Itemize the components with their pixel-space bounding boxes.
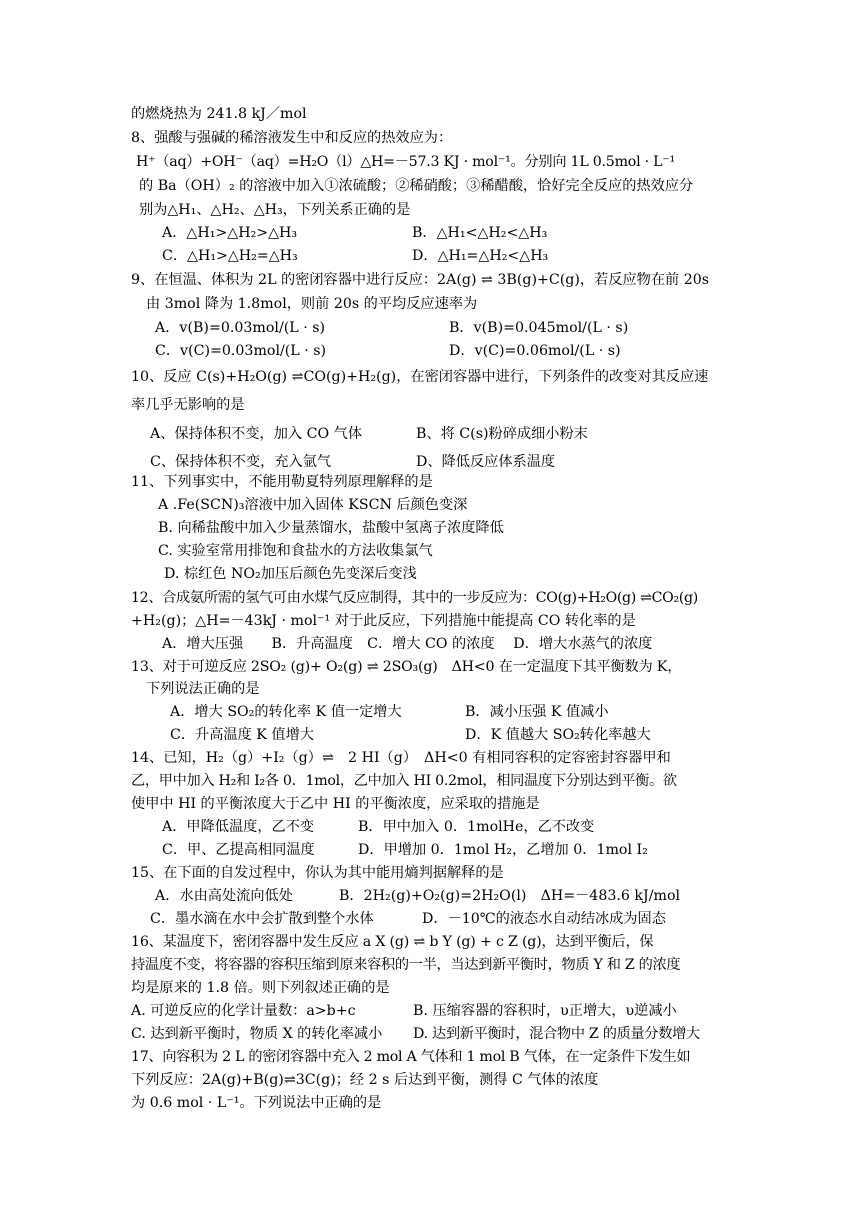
q10-option-c: C、保持体积不变，充入氩气 [150,454,332,470]
question-9-stem: 9、在恒温、体积为 2L 的密闭容器中进行反应：2A(g) ⇌ 3B(g)+C(g)，若反应物在前 20s [131,272,710,288]
q14-option-d: D．甲增加 0．1mol H₂，乙增加 0．1mol I₂ [358,842,648,858]
q13-option-b: B．减小压强 K 值减小 [465,704,609,720]
text-line: +H₂(g)；△H=－43kJ · mol⁻¹ 对于此反应，下列措施中能提高 CO 转化率的是 [131,613,636,629]
text-line: 下列反应：2A(g)+B(g)⇌3C(g)；经 2 s 后达到平衡，测得 C 气体的浓度 [131,1072,599,1088]
q8-option-c: C．△H₁>△H₂=△H₃ [162,248,298,264]
q14-option-c: C．甲、乙提高相同温度 [162,842,315,858]
q11-option-a: A .Fe(SCN)₃溶液中加入固体 KSCN 后颜色变深 [158,497,468,513]
q12-options: A．增大压强 B．升高温度 C．增大 CO 的浓度 D．增大水蒸气的浓度 [162,636,653,652]
question-16-stem: 16、某温度下，密闭容器中发生反应 a X (g) ⇌ b Y (g) + c Z (g)，达到平衡后，保 [131,934,654,950]
text-line: 使甲中 HI 的平衡浓度大于乙中 HI 的平衡浓度，应采取的措施是 [131,796,540,812]
q15-option-d: D．－10℃的液态水自动结冰成为固态 [422,911,666,927]
q16-option-a: A. 可逆反应的化学计量数：a>b+c [131,1003,356,1019]
q8-option-d: D．△H₁=△H₂<△H₃ [412,248,549,264]
q10-option-d: D、降低反应体系温度 [416,454,556,470]
text-line: 的燃烧热为 241.8 kJ／mol [131,106,307,122]
question-12-stem: 12、合成氨所需的氢气可由水煤气反应制得，其中的一步反应为：CO(g)+H₂O(g) ⇌CO₂(g) [131,590,698,606]
q10-option-a: A、保持体积不变，加入 CO 气体 [150,426,363,442]
question-11-stem: 11、下列事实中，不能用勒夏特列原理解释的是 [131,474,433,490]
text-line: 为 0.6 mol · L⁻¹。下列说法中正确的是 [131,1095,382,1111]
text-line: 由 3mol 降为 1.8mol，则前 20s 的平均反应速率为 [146,296,478,312]
q11-option-d: D. 棕红色 NO₂加压后颜色先变深后变浅 [164,566,417,582]
q15-option-c: C．墨水滴在水中会扩散到整个水体 [150,911,374,927]
text-line: 均是原来的 1.8 倍。则下列叙述正确的是 [131,980,390,996]
q13-option-a: A．增大 SO₂的转化率 K 值一定增大 [170,704,402,720]
question-8-stem: 8、强酸与强碱的稀溶液发生中和反应的热效应为： [131,130,453,146]
q11-option-b: B. 向稀盐酸中加入少量蒸馏水，盐酸中氢离子浓度降低 [158,520,504,536]
q15-option-a: A．水由高处流向低处 [155,888,293,904]
q13-option-c: C．升高温度 K 值增大 [170,727,314,743]
q11-option-c: C. 实验室常用排饱和食盐水的方法收集氯气 [158,543,433,559]
q9-option-b: B．v(B)=0.045mol/(L · s) [449,320,629,336]
q16-option-b: B. 压缩容器的容积时，υ正增大，υ逆减小 [413,1003,677,1019]
question-14-stem: 14、已知，H₂（g）+I₂（g）⇌ 2 HI（g） ΔH<0 有相同容积的定容密封容器甲和 [131,750,671,766]
q15-option-b: B．2H₂(g)+O₂(g)=2H₂O(l) ΔH=－483.6 kJ/mol [339,888,681,904]
question-10-stem: 10、反应 C(s)+H₂O(g) ⇌CO(g)+H₂(g)，在密闭容器中进行，下列条件的改变对其反应速 [131,369,709,385]
q8-option-a: A．△H₁>△H₂>△H₃ [162,225,298,241]
q9-option-c: C．v(C)=0.03mol/(L · s) [155,343,327,359]
q10-option-b: B、将 C(s)粉碎成细小粉末 [416,426,588,442]
q16-option-c: C. 达到新平衡时，物质 X 的转化率减小 [131,1026,383,1042]
text-line: 的 Ba（OH）₂ 的溶液中加入①浓硫酸；②稀硝酸；③稀醋酸，恰好完全反应的热效应分 [139,178,694,194]
question-17-stem: 17、向容积为 2 L 的密闭容器中充入 2 mol A 气体和 1 mol B 气体，在一定条件下发生如 [131,1049,691,1065]
question-15-stem: 15、在下面的自发过程中，你认为其中能用熵判据解释的是 [131,865,504,881]
q8-option-b: B．△H₁<△H₂<△H₃ [412,225,548,241]
text-line: 下列说法正确的是 [146,681,260,697]
question-13-stem: 13、对于可逆反应 2SO₂ (g)+ O₂(g) ⇌ 2SO₃(g) ΔH<0 在一定温度下其平衡数为 K， [131,659,682,675]
q9-option-a: A．v(B)=0.03mol/(L · s) [155,320,326,336]
text-line: 别为△H₁、△H₂、△H₃，下列关系正确的是 [139,202,411,218]
q13-option-d: D．K 值越大 SO₂转化率越大 [465,727,651,743]
q14-option-a: A．甲降低温度，乙不变 [162,819,315,835]
q16-option-d: D. 达到新平衡时，混合物中 Z 的质量分数增大 [413,1026,700,1042]
text-line: 乙，甲中加入 H₂和 I₂各 0．1mol，乙中加入 HI 0.2mol，相同温度下分别达到平衡。欲 [131,773,677,789]
q14-option-b: B．甲中加入 0．1molHe，乙不改变 [358,819,595,835]
text-line: H⁺（aq）+OH⁻（aq）=H₂O（l）△H=－57.3 KJ · mol⁻¹。分别向 1L 0.5mol · L⁻¹ [136,154,675,170]
text-line: 持温度不变，将容器的容积压缩到原来容积的一半，当达到新平衡时，物质 Y 和 Z 的浓度 [131,957,681,973]
q9-option-d: D．v(C)=0.06mol/(L · s) [449,343,621,359]
text-line: 率几乎无影响的是 [131,397,245,413]
